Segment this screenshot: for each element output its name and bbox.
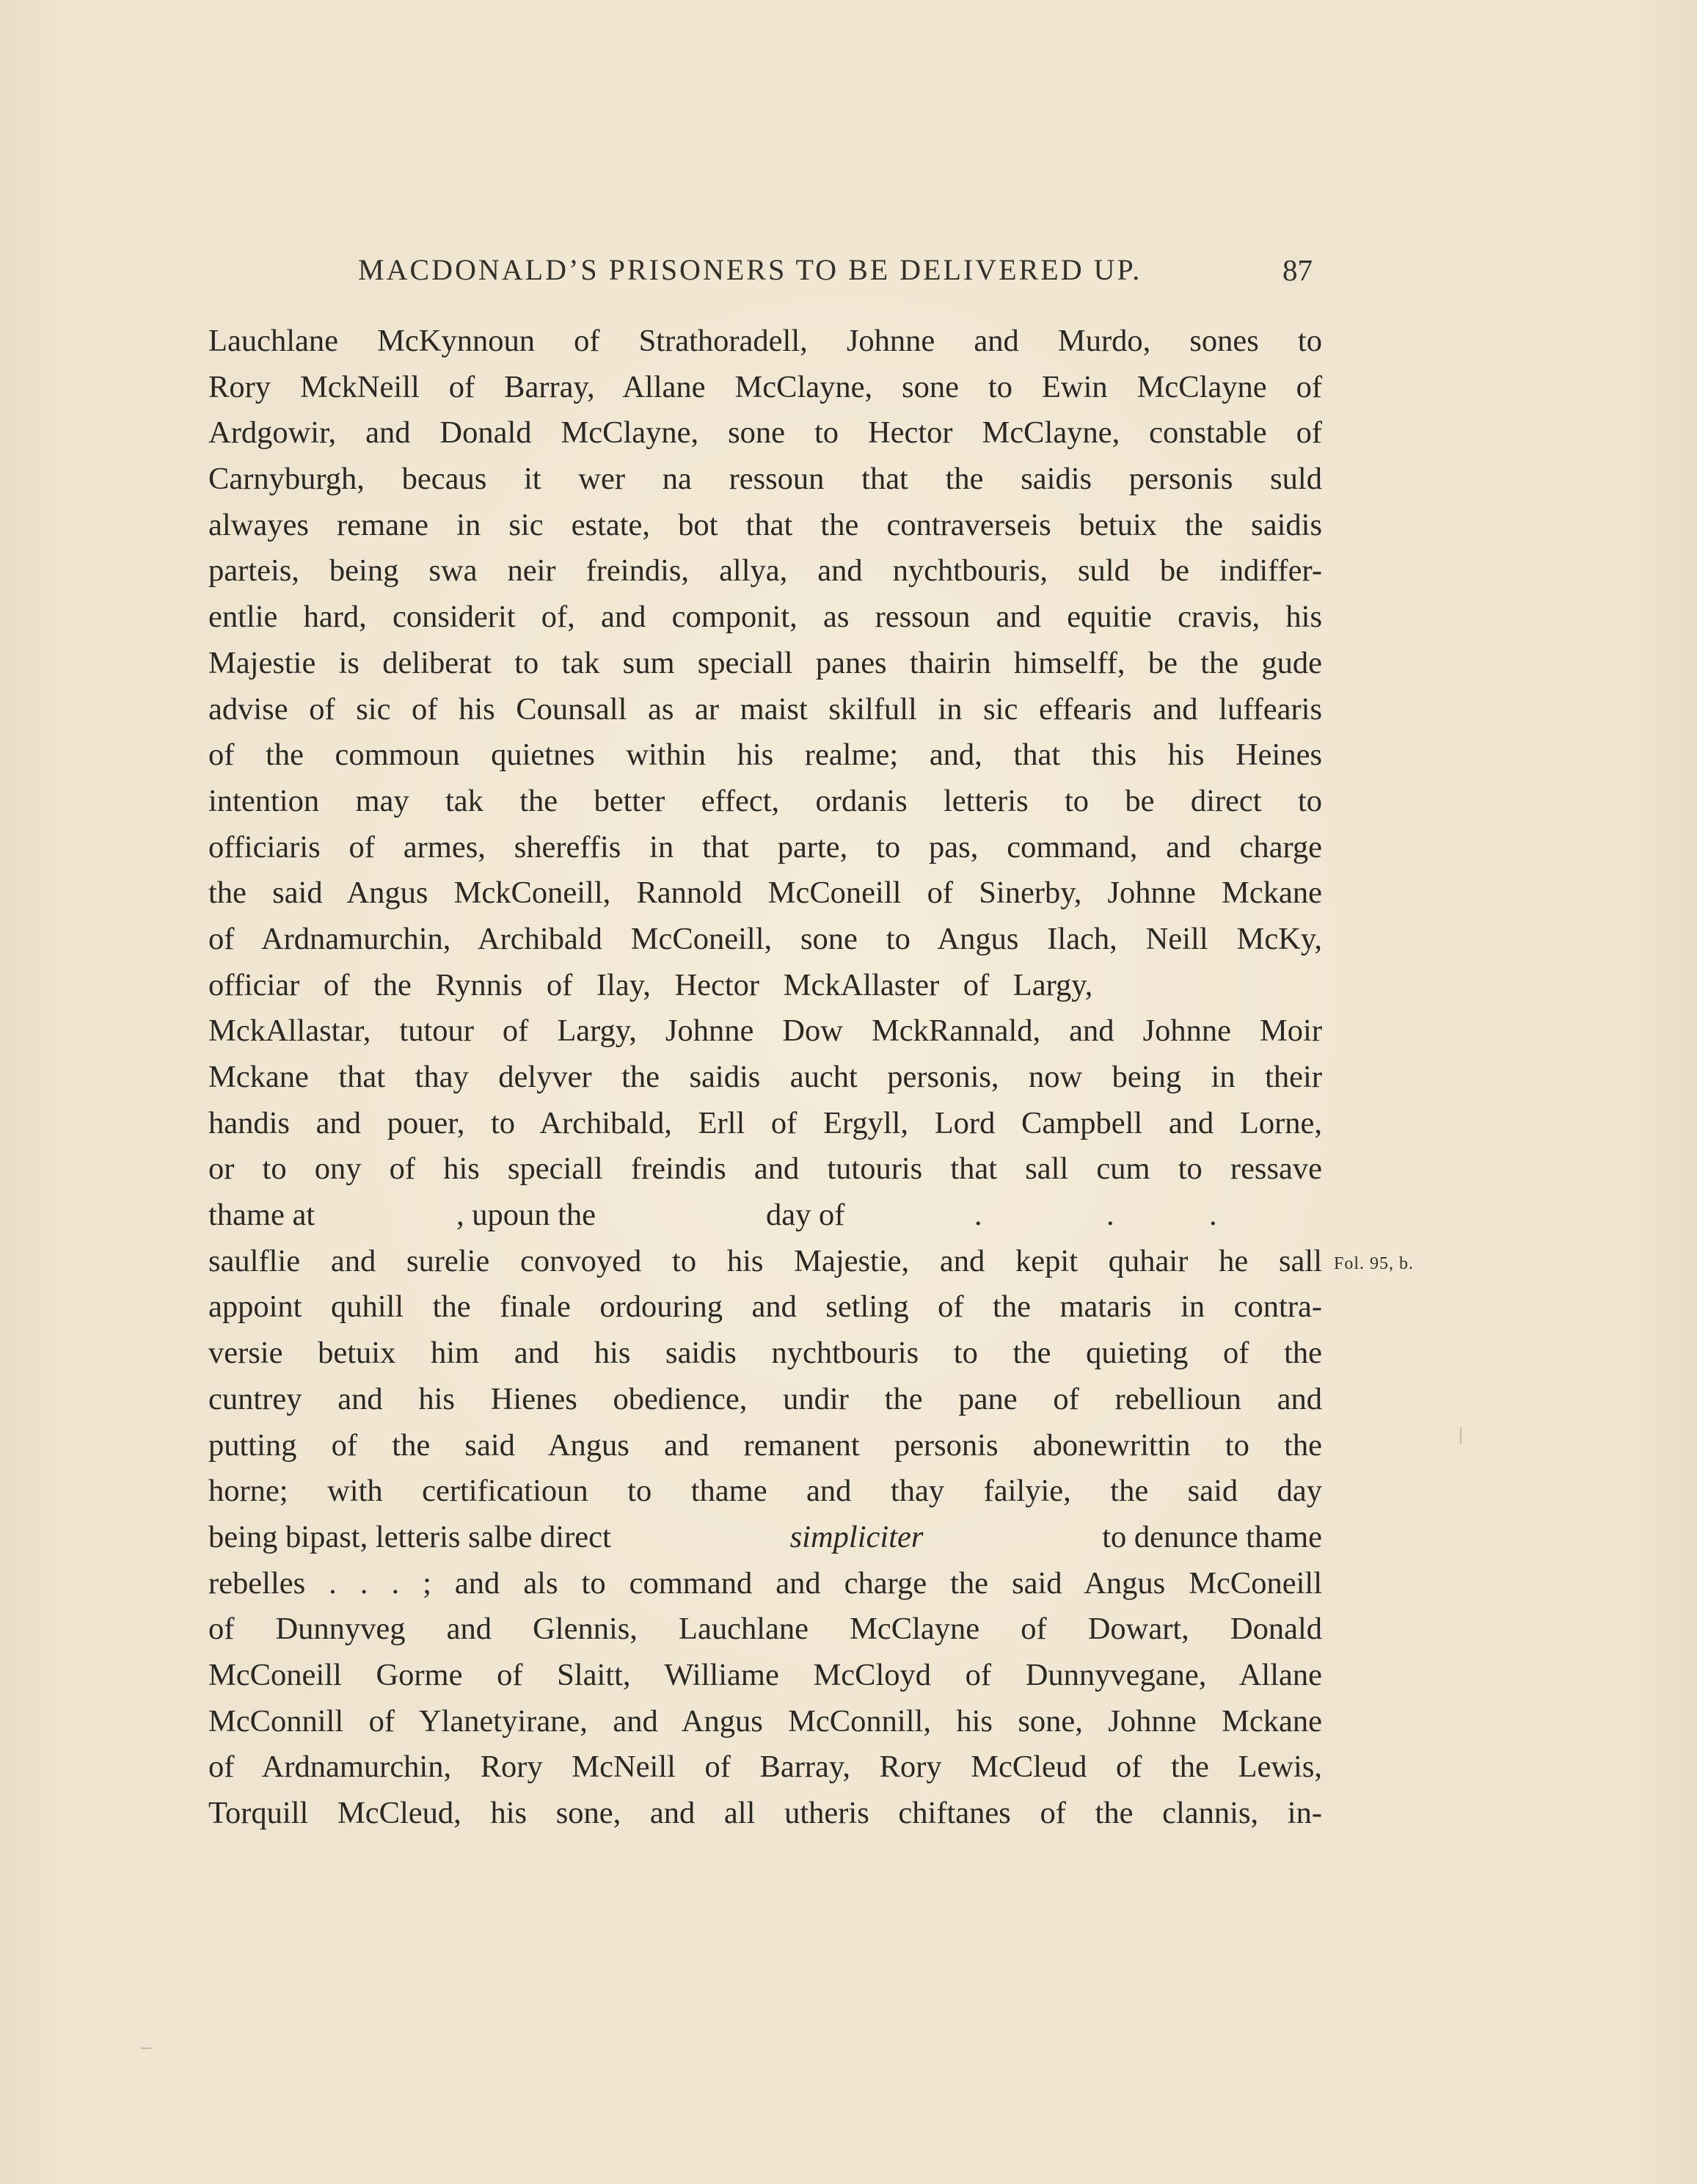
text-fragment: day of xyxy=(766,1198,845,1233)
text-line: cuntrey and his Hienes obedience, undir the pane of rebellioun and xyxy=(208,1381,1322,1416)
text-line: rebelles . . . ; and als to command and charge the said Angus McConeill xyxy=(208,1565,1322,1601)
text-fragment: thame at xyxy=(208,1198,315,1233)
text-fragment: being bipast, letteris salbe direct xyxy=(208,1519,611,1554)
text-line-with-blanks xyxy=(208,1193,1322,1239)
text-line: Mckane that thay delyver the saidis aucht personis, now being in their xyxy=(208,1060,1322,1094)
folio-margin-note: Fol. 95, b. xyxy=(1334,1254,1415,1273)
text-line: of Ardnamurchin, Archibald McConeill, sone to Angus Ilach, Neill McKy, xyxy=(208,921,1322,956)
text-fragment: to denunce thame xyxy=(1102,1519,1322,1554)
text-line: appoint quhill the finale ordouring and setling of the mataris in contra- xyxy=(208,1289,1322,1325)
text-line: Torquill McCleud, his sone, and all utheris chiftanes of the clannis, in- xyxy=(208,1796,1322,1830)
text-line: officiaris of armes, shereffis in that parte, to pas, command, and charge xyxy=(208,829,1322,864)
text-line: MckAllastar, tutour of Largy, Johnne Dow MckRannald, and Johnne Moir xyxy=(208,1013,1322,1049)
text-line: alwayes remane in sic estate, bot that the contraverseis betuix the saidis xyxy=(208,507,1322,542)
text-line: Lauchlane McKynnoun of Strathoradell, Johnne and Murdo, sones to xyxy=(208,324,1322,358)
ellipsis-dot: . xyxy=(1209,1198,1217,1233)
text-line: Majestie is deliberat to tak sum speciall panes thairin himselff, be the gude xyxy=(208,645,1322,680)
text-line: of the commoun quietnes within his realme; and, that this his Heines xyxy=(208,738,1322,773)
text-line: saulflie and surelie convoyed to his Majestie, and kepit quhair he sall xyxy=(208,1243,1322,1278)
text-line: Ardgowir, and Donald McClayne, sone to Hector McClayne, constable of xyxy=(208,415,1322,451)
text-line: horne; with certificatioun to thame and thay failyie, the said day xyxy=(208,1474,1322,1509)
body-text xyxy=(208,318,1322,1837)
text-line: entlie hard, considerit of, and componit, as ressoun and equitie cravis, his xyxy=(208,600,1322,635)
text-line: McConnill of Ylanetyirane, and Angus McConnill, his sone, Johnne Mckane xyxy=(208,1703,1322,1739)
paper-mark xyxy=(141,2048,151,2049)
page-number: 87 xyxy=(1282,253,1313,287)
text-line: McConeill Gorme of Slaitt, Williame McCloyd of Dunnyvegane, Allane xyxy=(208,1657,1322,1692)
text-line: of Dunnyveg and Glennis, Lauchlane McClayne of Dowart, Donald xyxy=(208,1612,1322,1647)
running-head-title: MACDONALD’S PRISONERS TO BE DELIVERED UP. xyxy=(358,253,1142,286)
text-line: putting of the said Angus and remanent personis abonewrittin to the xyxy=(208,1427,1322,1463)
text-line: Rory MckNeill of Barray, Allane McClayne, sone to Ewin McClayne of xyxy=(208,369,1322,404)
text-line: advise of sic of his Counsall as ar maist skilfull in sic effearis and luffearis xyxy=(208,691,1322,727)
text-line: officiar of the Rynnis of Ilay, Hector MckAllaster of Largy, xyxy=(208,967,1093,1002)
text-line: intention may tak the better effect, ordanis letteris to be direct to xyxy=(208,783,1322,818)
text-line: the said Angus MckConeill, Rannold McConeill of Sinerby, Johnne Mckane xyxy=(208,876,1322,911)
text-fragment: , upoun the xyxy=(456,1198,596,1233)
text-line-with-italic xyxy=(208,1515,1322,1561)
ellipsis-dot: . xyxy=(1106,1198,1114,1233)
text-line: versie betuix him and his saidis nychtbouris to the quieting of the xyxy=(208,1336,1322,1371)
paper-mark xyxy=(1460,1427,1461,1444)
text-line: handis and pouer, to Archibald, Erll of Ergyll, Lord Campbell and Lorne, xyxy=(208,1105,1322,1140)
ellipsis-dot: . xyxy=(974,1198,982,1233)
text-line: Carnyburgh, becaus it wer na ressoun that the saidis personis suld xyxy=(208,462,1322,497)
text-line: or to ony of his speciall freindis and tutouris that sall cum to ressave xyxy=(208,1151,1322,1187)
italic-term: simpliciter xyxy=(789,1519,924,1554)
text-line: of Ardnamurchin, Rory McNeill of Barray, Rory McCleud of the Lewis, xyxy=(208,1750,1322,1785)
text-line: parteis, being swa neir freindis, allya, and nychtbouris, suld be indiffer- xyxy=(208,553,1322,589)
